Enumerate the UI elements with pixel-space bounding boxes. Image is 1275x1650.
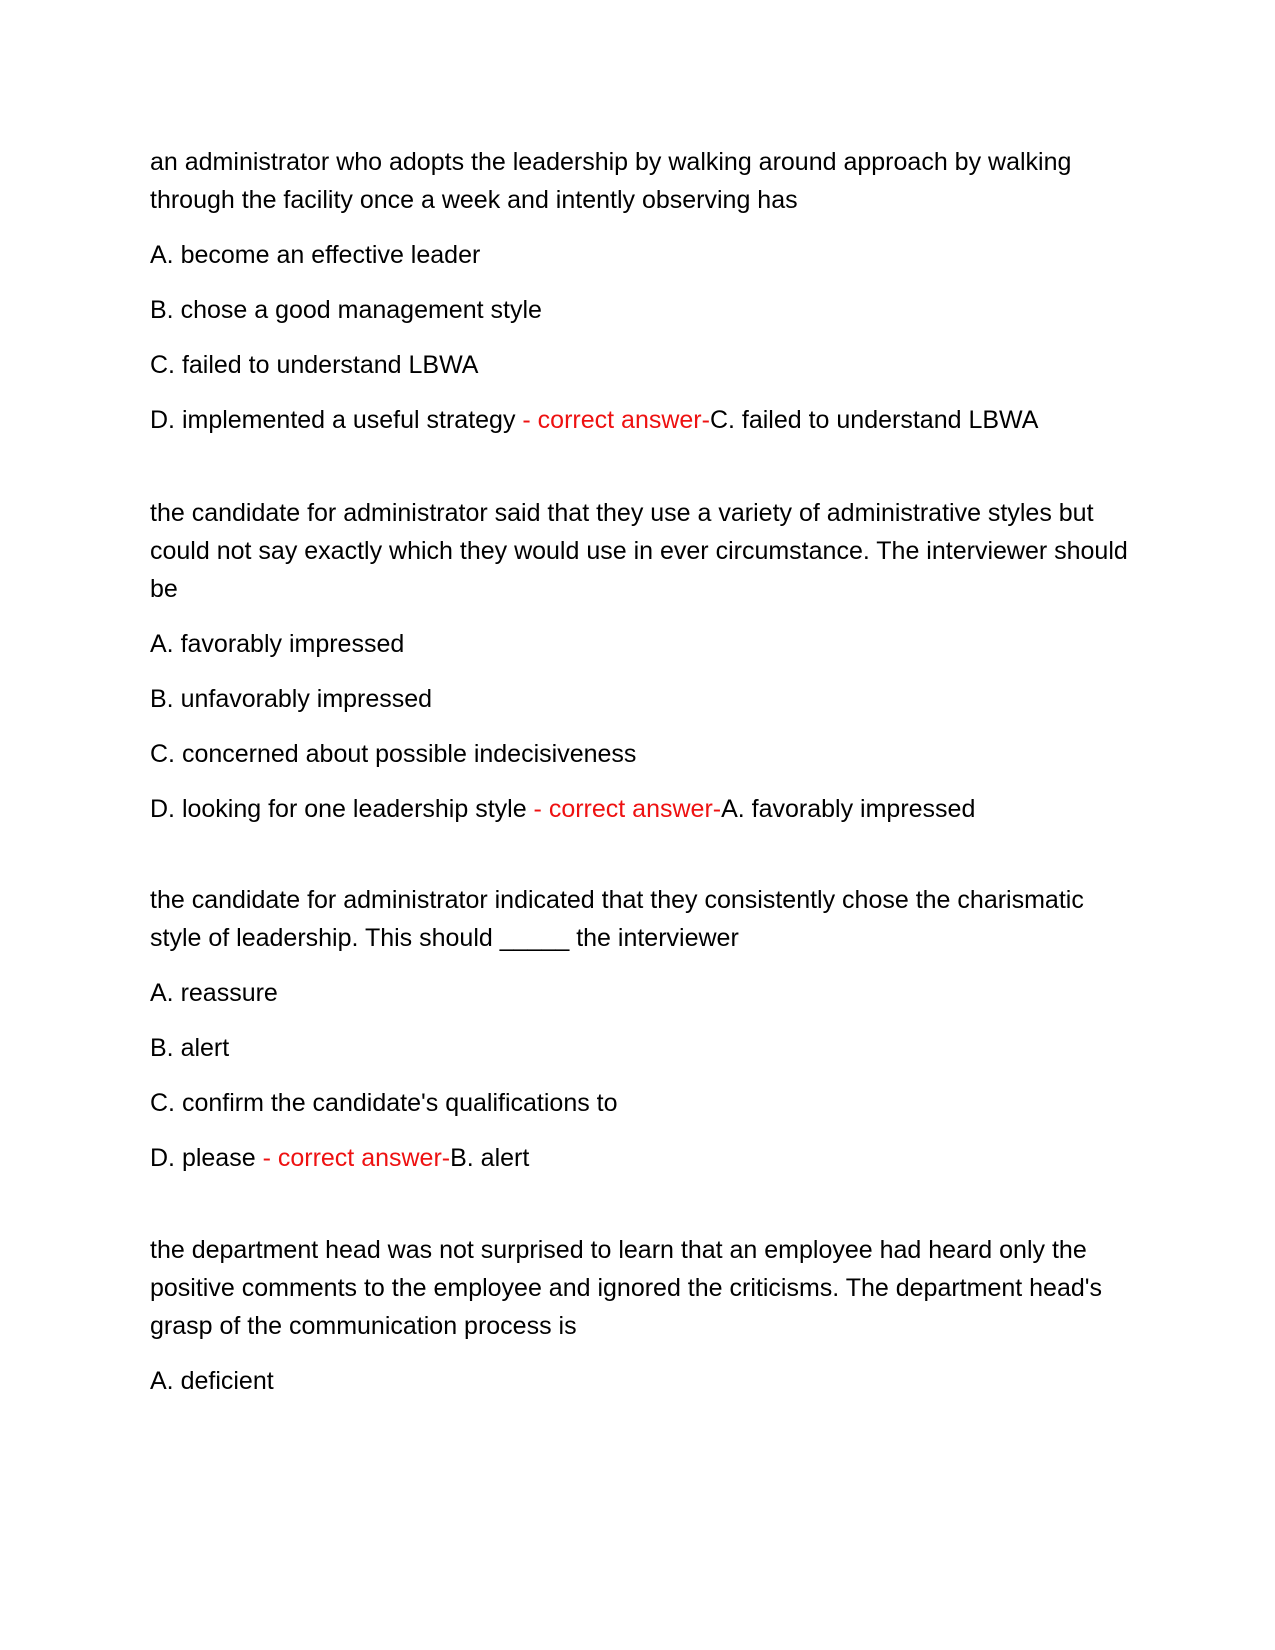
answer-option: A. favorably impressed [150, 630, 405, 658]
answer-option: A. deficient [150, 1367, 274, 1395]
question-text: the candidate for administrator said that they use a variety of administrative styles but could not say exactly which they would use in ever circumstance. The interviewer should be [150, 499, 1128, 603]
correct-answer: A. favorably impressed [721, 795, 976, 823]
question-block [150, 881, 1130, 1177]
answer-option: B. chose a good management style [150, 296, 542, 324]
answer-option: C. failed to understand LBWA [150, 351, 479, 379]
question-text: the candidate for administrator indicated that they consistently chose the charismatic style of leadership. This should _____ the interviewer [150, 886, 1084, 952]
answer-option-with-key [150, 790, 1130, 828]
answer-option-with-key [150, 401, 1130, 439]
question-text: an administrator who adopts the leadership by walking around approach by walking through the facility once a week and intently observing has [150, 148, 1072, 214]
question-block [150, 1231, 1130, 1400]
answer-option-with-key [150, 1139, 1130, 1177]
answer-option-text: D. please [150, 1144, 256, 1172]
answer-option: B. unfavorably impressed [150, 685, 433, 713]
correct-answer-marker: - correct answer- [255, 1144, 451, 1172]
question-text: the department head was not surprised to learn that an employee had heard only the positive comments to the employee and ignored the criticisms. The department head's grasp of the communication process is [150, 1236, 1103, 1340]
answer-option: C. confirm the candidate's qualifications to [150, 1089, 618, 1117]
answer-option: A. reassure [150, 979, 278, 1007]
answer-option-text: D. implemented a useful strategy [150, 406, 516, 434]
correct-answer: B. alert [450, 1144, 530, 1172]
correct-answer-marker: - correct answer- [526, 795, 722, 823]
question-block [150, 143, 1130, 439]
correct-answer: C. failed to understand LBWA [709, 406, 1039, 434]
answer-option: C. concerned about possible indecisiveness [150, 740, 637, 768]
question-block [150, 494, 1130, 828]
answer-option: B. alert [150, 1034, 230, 1062]
answer-option-text: D. looking for one leadership style [150, 795, 527, 823]
answer-option: A. become an effective leader [150, 241, 481, 269]
correct-answer-marker: - correct answer- [515, 406, 710, 434]
